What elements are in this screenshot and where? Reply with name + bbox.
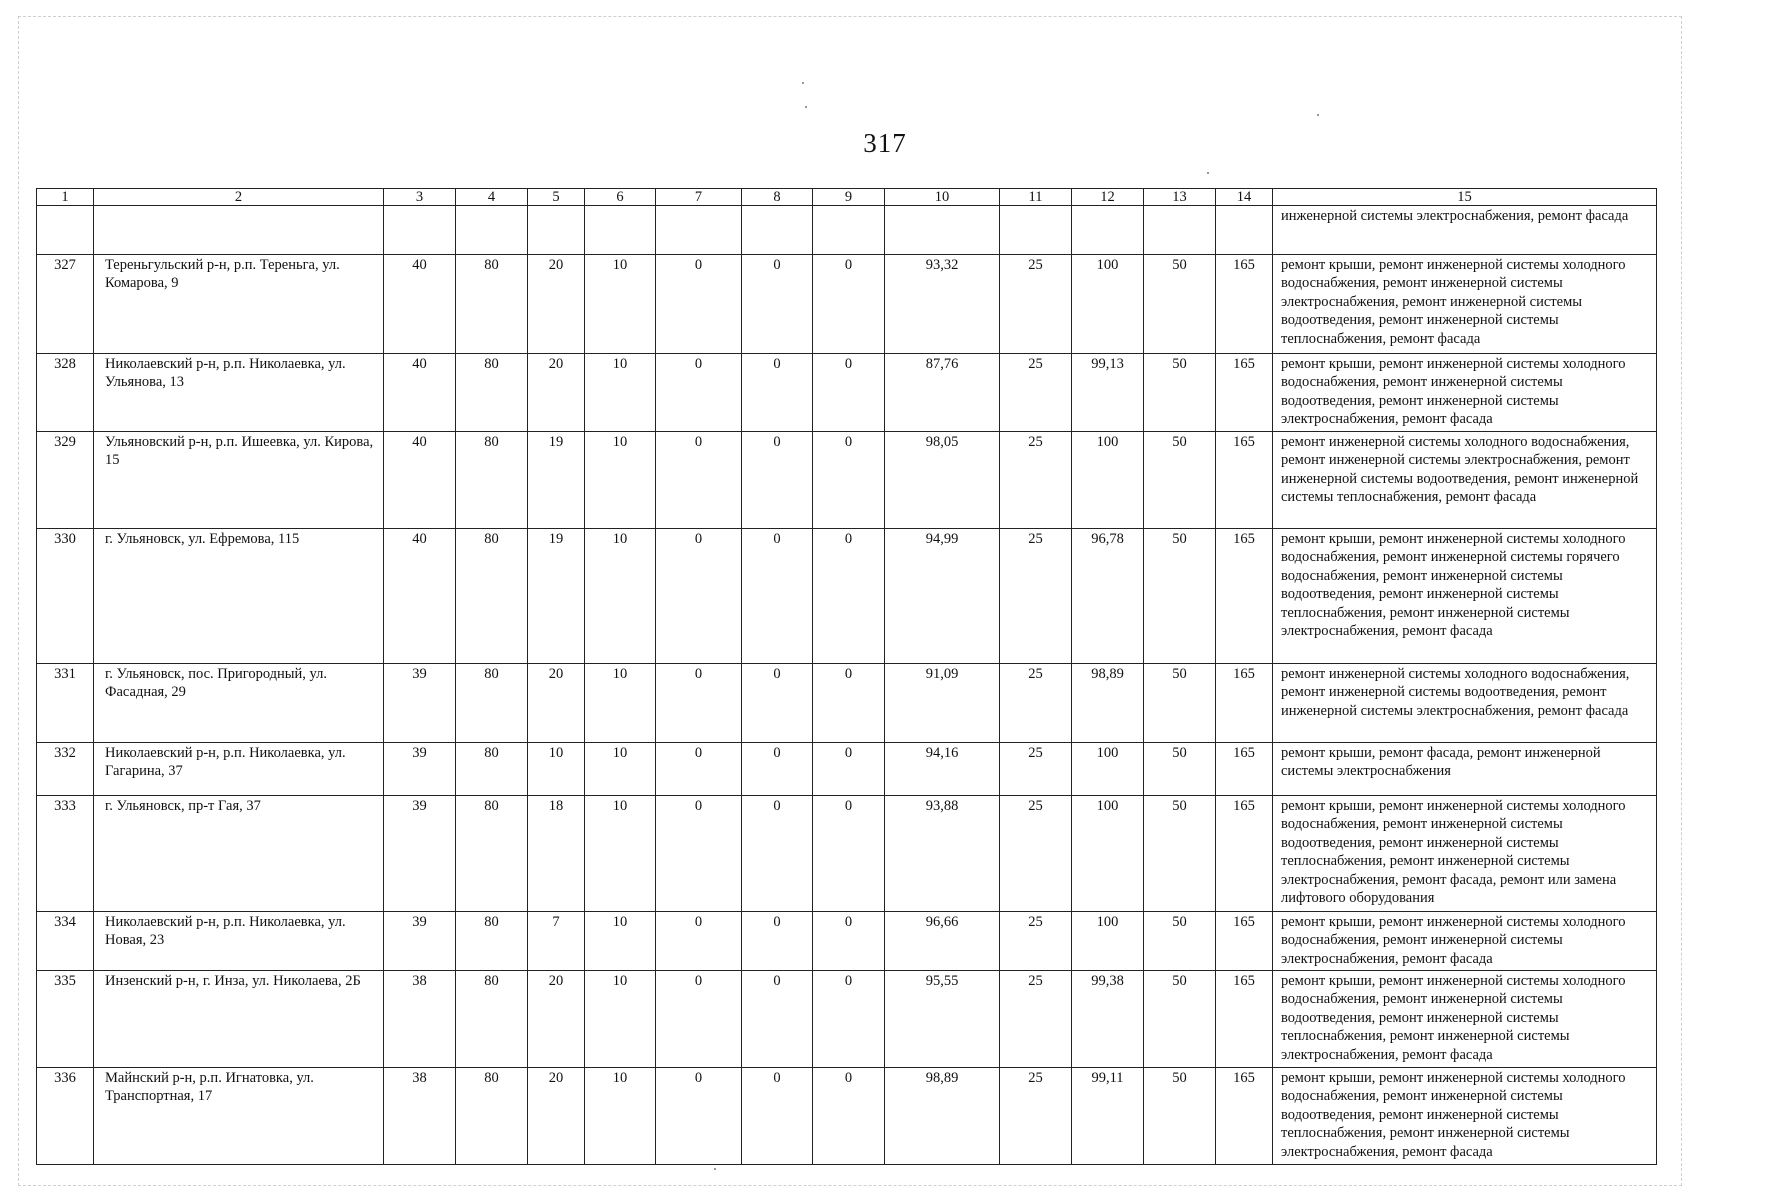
value-cell: 10 bbox=[528, 743, 585, 796]
value-cell: 0 bbox=[813, 971, 885, 1068]
value-cell: 50 bbox=[1144, 255, 1216, 354]
value-cell: 19 bbox=[528, 432, 585, 529]
value-cell: 40 bbox=[384, 432, 456, 529]
value-cell: 0 bbox=[813, 796, 885, 912]
value-cell: 50 bbox=[1144, 1068, 1216, 1165]
address-cell: г. Ульяновск, ул. Ефремова, 115 bbox=[94, 529, 384, 664]
value-cell: 165 bbox=[1216, 255, 1273, 354]
row-number-cell: 328 bbox=[37, 354, 94, 432]
value-cell: 0 bbox=[656, 354, 742, 432]
value-cell bbox=[1216, 206, 1273, 255]
value-cell: 98,89 bbox=[885, 1068, 1000, 1165]
table-row bbox=[37, 971, 1657, 1068]
value-cell: 25 bbox=[1000, 529, 1072, 664]
address-cell: Ульяновский р-н, р.п. Ишеевка, ул. Кирова, 15 bbox=[94, 432, 384, 529]
value-cell: 10 bbox=[585, 529, 656, 664]
value-cell: 40 bbox=[384, 529, 456, 664]
table-row bbox=[37, 796, 1657, 912]
value-cell: 100 bbox=[1072, 743, 1144, 796]
value-cell: 165 bbox=[1216, 743, 1273, 796]
header-cell: 10 bbox=[885, 189, 1000, 206]
value-cell: 165 bbox=[1216, 971, 1273, 1068]
header-cell: 4 bbox=[456, 189, 528, 206]
value-cell: 0 bbox=[656, 432, 742, 529]
address-cell bbox=[94, 206, 384, 255]
value-cell: 50 bbox=[1144, 971, 1216, 1068]
scan-speck bbox=[1317, 114, 1319, 116]
value-cell: 0 bbox=[742, 1068, 813, 1165]
value-cell: 0 bbox=[813, 432, 885, 529]
works-cell: ремонт инженерной системы холодного водоснабжения, ремонт инженерной системы водоотведения, ремонт инженерной системы электроснабжения, ремонт фасада bbox=[1273, 664, 1657, 743]
header-cell: 9 bbox=[813, 189, 885, 206]
value-cell: 165 bbox=[1216, 1068, 1273, 1165]
table-body bbox=[37, 206, 1657, 1165]
row-number-cell: 332 bbox=[37, 743, 94, 796]
value-cell: 94,99 bbox=[885, 529, 1000, 664]
row-number-cell: 336 bbox=[37, 1068, 94, 1165]
value-cell: 10 bbox=[585, 664, 656, 743]
value-cell: 25 bbox=[1000, 796, 1072, 912]
value-cell: 0 bbox=[656, 255, 742, 354]
value-cell: 40 bbox=[384, 354, 456, 432]
works-cell: ремонт крыши, ремонт инженерной системы холодного водоснабжения, ремонт инженерной системы водоотведения, ремонт инженерной системы теплоснабжения, ремонт инженерной системы электроснабжения, ремонт фасада bbox=[1273, 971, 1657, 1068]
value-cell: 165 bbox=[1216, 354, 1273, 432]
page-number: 317 bbox=[863, 128, 907, 158]
address-cell: Николаевский р-н, р.п. Николаевка, ул. Новая, 23 bbox=[94, 912, 384, 971]
value-cell: 94,16 bbox=[885, 743, 1000, 796]
value-cell: 0 bbox=[742, 354, 813, 432]
value-cell: 25 bbox=[1000, 255, 1072, 354]
header-cell: 3 bbox=[384, 189, 456, 206]
table-row bbox=[37, 1068, 1657, 1165]
value-cell: 0 bbox=[656, 796, 742, 912]
value-cell: 98,05 bbox=[885, 432, 1000, 529]
value-cell: 0 bbox=[656, 971, 742, 1068]
works-cell: ремонт крыши, ремонт фасада, ремонт инженерной системы электроснабжения bbox=[1273, 743, 1657, 796]
header-cell: 6 bbox=[585, 189, 656, 206]
value-cell: 96,66 bbox=[885, 912, 1000, 971]
value-cell bbox=[1072, 206, 1144, 255]
address-cell: г. Ульяновск, пос. Пригородный, ул. Фасадная, 29 bbox=[94, 664, 384, 743]
value-cell: 95,55 bbox=[885, 971, 1000, 1068]
row-number-cell: 331 bbox=[37, 664, 94, 743]
value-cell: 0 bbox=[813, 743, 885, 796]
scan-speck bbox=[714, 1168, 716, 1170]
row-number-cell: 327 bbox=[37, 255, 94, 354]
row-number-cell: 333 bbox=[37, 796, 94, 912]
value-cell: 25 bbox=[1000, 432, 1072, 529]
table-row bbox=[37, 743, 1657, 796]
value-cell: 0 bbox=[742, 971, 813, 1068]
value-cell: 0 bbox=[656, 664, 742, 743]
row-number-cell bbox=[37, 206, 94, 255]
value-cell: 25 bbox=[1000, 743, 1072, 796]
value-cell: 0 bbox=[742, 255, 813, 354]
address-cell: Николаевский р-н, р.п. Николаевка, ул. Гагарина, 37 bbox=[94, 743, 384, 796]
value-cell: 10 bbox=[585, 743, 656, 796]
value-cell: 20 bbox=[528, 354, 585, 432]
works-cell: инженерной системы электроснабжения, ремонт фасада bbox=[1273, 206, 1657, 255]
value-cell: 25 bbox=[1000, 912, 1072, 971]
value-cell: 25 bbox=[1000, 354, 1072, 432]
table-row bbox=[37, 912, 1657, 971]
value-cell: 0 bbox=[813, 529, 885, 664]
value-cell bbox=[456, 206, 528, 255]
document-sheet bbox=[36, 188, 1656, 1160]
value-cell: 80 bbox=[456, 796, 528, 912]
value-cell: 38 bbox=[384, 1068, 456, 1165]
value-cell: 39 bbox=[384, 912, 456, 971]
value-cell: 39 bbox=[384, 743, 456, 796]
header-cell: 11 bbox=[1000, 189, 1072, 206]
value-cell: 0 bbox=[656, 912, 742, 971]
table-row bbox=[37, 432, 1657, 529]
value-cell: 0 bbox=[742, 432, 813, 529]
row-number-cell: 329 bbox=[37, 432, 94, 529]
value-cell bbox=[528, 206, 585, 255]
value-cell: 25 bbox=[1000, 971, 1072, 1068]
value-cell bbox=[656, 206, 742, 255]
value-cell: 80 bbox=[456, 255, 528, 354]
table-row bbox=[37, 664, 1657, 743]
value-cell: 0 bbox=[813, 255, 885, 354]
value-cell: 99,11 bbox=[1072, 1068, 1144, 1165]
value-cell: 0 bbox=[656, 529, 742, 664]
value-cell: 99,13 bbox=[1072, 354, 1144, 432]
value-cell: 0 bbox=[813, 1068, 885, 1165]
table-row bbox=[37, 255, 1657, 354]
value-cell: 0 bbox=[813, 664, 885, 743]
value-cell bbox=[742, 206, 813, 255]
works-cell: ремонт крыши, ремонт инженерной системы холодного водоснабжения, ремонт инженерной системы водоотведения, ремонт инженерной системы теплоснабжения, ремонт инженерной системы электроснабжения, ремонт фасада bbox=[1273, 1068, 1657, 1165]
table-row bbox=[37, 354, 1657, 432]
value-cell: 80 bbox=[456, 664, 528, 743]
value-cell: 10 bbox=[585, 912, 656, 971]
value-cell: 18 bbox=[528, 796, 585, 912]
address-cell: г. Ульяновск, пр-т Гая, 37 bbox=[94, 796, 384, 912]
value-cell: 25 bbox=[1000, 1068, 1072, 1165]
works-cell: ремонт крыши, ремонт инженерной системы холодного водоснабжения, ремонт инженерной системы водоотведения, ремонт инженерной системы электроснабжения, ремонт фасада bbox=[1273, 354, 1657, 432]
works-cell: ремонт крыши, ремонт инженерной системы холодного водоснабжения, ремонт инженерной системы водоотведения, ремонт инженерной системы теплоснабжения, ремонт инженерной системы электроснабжения, ремонт фасада, ремонт или замена лифтового оборудования bbox=[1273, 796, 1657, 912]
value-cell: 0 bbox=[742, 529, 813, 664]
value-cell bbox=[813, 206, 885, 255]
value-cell: 20 bbox=[528, 664, 585, 743]
value-cell: 93,88 bbox=[885, 796, 1000, 912]
value-cell: 165 bbox=[1216, 432, 1273, 529]
row-number-cell: 335 bbox=[37, 971, 94, 1068]
value-cell: 80 bbox=[456, 432, 528, 529]
value-cell: 0 bbox=[813, 354, 885, 432]
header-cell: 8 bbox=[742, 189, 813, 206]
value-cell: 20 bbox=[528, 971, 585, 1068]
value-cell: 93,32 bbox=[885, 255, 1000, 354]
value-cell: 0 bbox=[656, 743, 742, 796]
header-row bbox=[37, 189, 1657, 206]
value-cell: 25 bbox=[1000, 664, 1072, 743]
value-cell: 100 bbox=[1072, 432, 1144, 529]
header-cell: 1 bbox=[37, 189, 94, 206]
value-cell: 165 bbox=[1216, 664, 1273, 743]
value-cell: 10 bbox=[585, 1068, 656, 1165]
value-cell bbox=[384, 206, 456, 255]
repair-program-table bbox=[36, 188, 1657, 1165]
value-cell: 80 bbox=[456, 912, 528, 971]
value-cell: 10 bbox=[585, 354, 656, 432]
address-cell: Тереньгульский р-н, р.п. Тереньга, ул. Комарова, 9 bbox=[94, 255, 384, 354]
works-cell: ремонт крыши, ремонт инженерной системы холодного водоснабжения, ремонт инженерной системы горячего водоснабжения, ремонт инженерной системы водоотведения, ремонт инженерной системы теплоснабжения, ремонт инженерной системы электроснабжения, ремонт фасада bbox=[1273, 529, 1657, 664]
header-cell: 12 bbox=[1072, 189, 1144, 206]
address-cell: Николаевский р-н, р.п. Николаевка, ул. Ульянова, 13 bbox=[94, 354, 384, 432]
value-cell: 99,38 bbox=[1072, 971, 1144, 1068]
value-cell: 0 bbox=[656, 1068, 742, 1165]
value-cell: 80 bbox=[456, 743, 528, 796]
value-cell: 50 bbox=[1144, 354, 1216, 432]
value-cell: 19 bbox=[528, 529, 585, 664]
header-cell: 13 bbox=[1144, 189, 1216, 206]
value-cell: 10 bbox=[585, 796, 656, 912]
value-cell: 100 bbox=[1072, 912, 1144, 971]
table-row bbox=[37, 206, 1657, 255]
row-number-cell: 330 bbox=[37, 529, 94, 664]
works-cell: ремонт инженерной системы холодного водоснабжения, ремонт инженерной системы электроснабжения, ремонт инженерной системы водоотведения, ремонт инженерной системы теплоснабжения, ремонт фасада bbox=[1273, 432, 1657, 529]
value-cell: 165 bbox=[1216, 529, 1273, 664]
value-cell: 39 bbox=[384, 664, 456, 743]
header-cell: 2 bbox=[94, 189, 384, 206]
value-cell: 80 bbox=[456, 1068, 528, 1165]
address-cell: Инзенский р-н, г. Инза, ул. Николаева, 2Б bbox=[94, 971, 384, 1068]
row-number-cell: 334 bbox=[37, 912, 94, 971]
header-cell: 15 bbox=[1273, 189, 1657, 206]
value-cell: 80 bbox=[456, 971, 528, 1068]
scan-speck bbox=[802, 82, 804, 84]
value-cell: 38 bbox=[384, 971, 456, 1068]
value-cell: 80 bbox=[456, 529, 528, 664]
value-cell: 50 bbox=[1144, 743, 1216, 796]
address-cell: Майнский р-н, р.п. Игнатовка, ул. Транспортная, 17 bbox=[94, 1068, 384, 1165]
value-cell bbox=[1000, 206, 1072, 255]
value-cell: 0 bbox=[742, 912, 813, 971]
value-cell: 0 bbox=[742, 796, 813, 912]
value-cell: 80 bbox=[456, 354, 528, 432]
header-cell: 14 bbox=[1216, 189, 1273, 206]
works-cell: ремонт крыши, ремонт инженерной системы холодного водоснабжения, ремонт инженерной системы электроснабжения, ремонт инженерной системы водоотведения, ремонт инженерной системы теплоснабжения, ремонт фасада bbox=[1273, 255, 1657, 354]
value-cell: 50 bbox=[1144, 796, 1216, 912]
value-cell: 91,09 bbox=[885, 664, 1000, 743]
value-cell: 39 bbox=[384, 796, 456, 912]
value-cell: 0 bbox=[813, 912, 885, 971]
value-cell: 50 bbox=[1144, 912, 1216, 971]
value-cell: 7 bbox=[528, 912, 585, 971]
value-cell: 10 bbox=[585, 432, 656, 529]
value-cell: 0 bbox=[742, 664, 813, 743]
value-cell: 87,76 bbox=[885, 354, 1000, 432]
value-cell: 20 bbox=[528, 1068, 585, 1165]
table-row bbox=[37, 529, 1657, 664]
value-cell: 100 bbox=[1072, 796, 1144, 912]
value-cell: 98,89 bbox=[1072, 664, 1144, 743]
value-cell: 96,78 bbox=[1072, 529, 1144, 664]
value-cell: 20 bbox=[528, 255, 585, 354]
header-cell: 7 bbox=[656, 189, 742, 206]
value-cell bbox=[585, 206, 656, 255]
header-cell: 5 bbox=[528, 189, 585, 206]
value-cell: 165 bbox=[1216, 912, 1273, 971]
value-cell: 165 bbox=[1216, 796, 1273, 912]
value-cell bbox=[885, 206, 1000, 255]
value-cell: 100 bbox=[1072, 255, 1144, 354]
value-cell: 50 bbox=[1144, 664, 1216, 743]
value-cell bbox=[1144, 206, 1216, 255]
value-cell: 50 bbox=[1144, 529, 1216, 664]
value-cell: 10 bbox=[585, 971, 656, 1068]
value-cell: 0 bbox=[742, 743, 813, 796]
value-cell: 10 bbox=[585, 255, 656, 354]
value-cell: 50 bbox=[1144, 432, 1216, 529]
value-cell: 40 bbox=[384, 255, 456, 354]
scan-speck bbox=[1207, 172, 1209, 174]
scan-speck bbox=[805, 106, 807, 108]
works-cell: ремонт крыши, ремонт инженерной системы холодного водоснабжения, ремонт инженерной системы электроснабжения, ремонт фасада bbox=[1273, 912, 1657, 971]
